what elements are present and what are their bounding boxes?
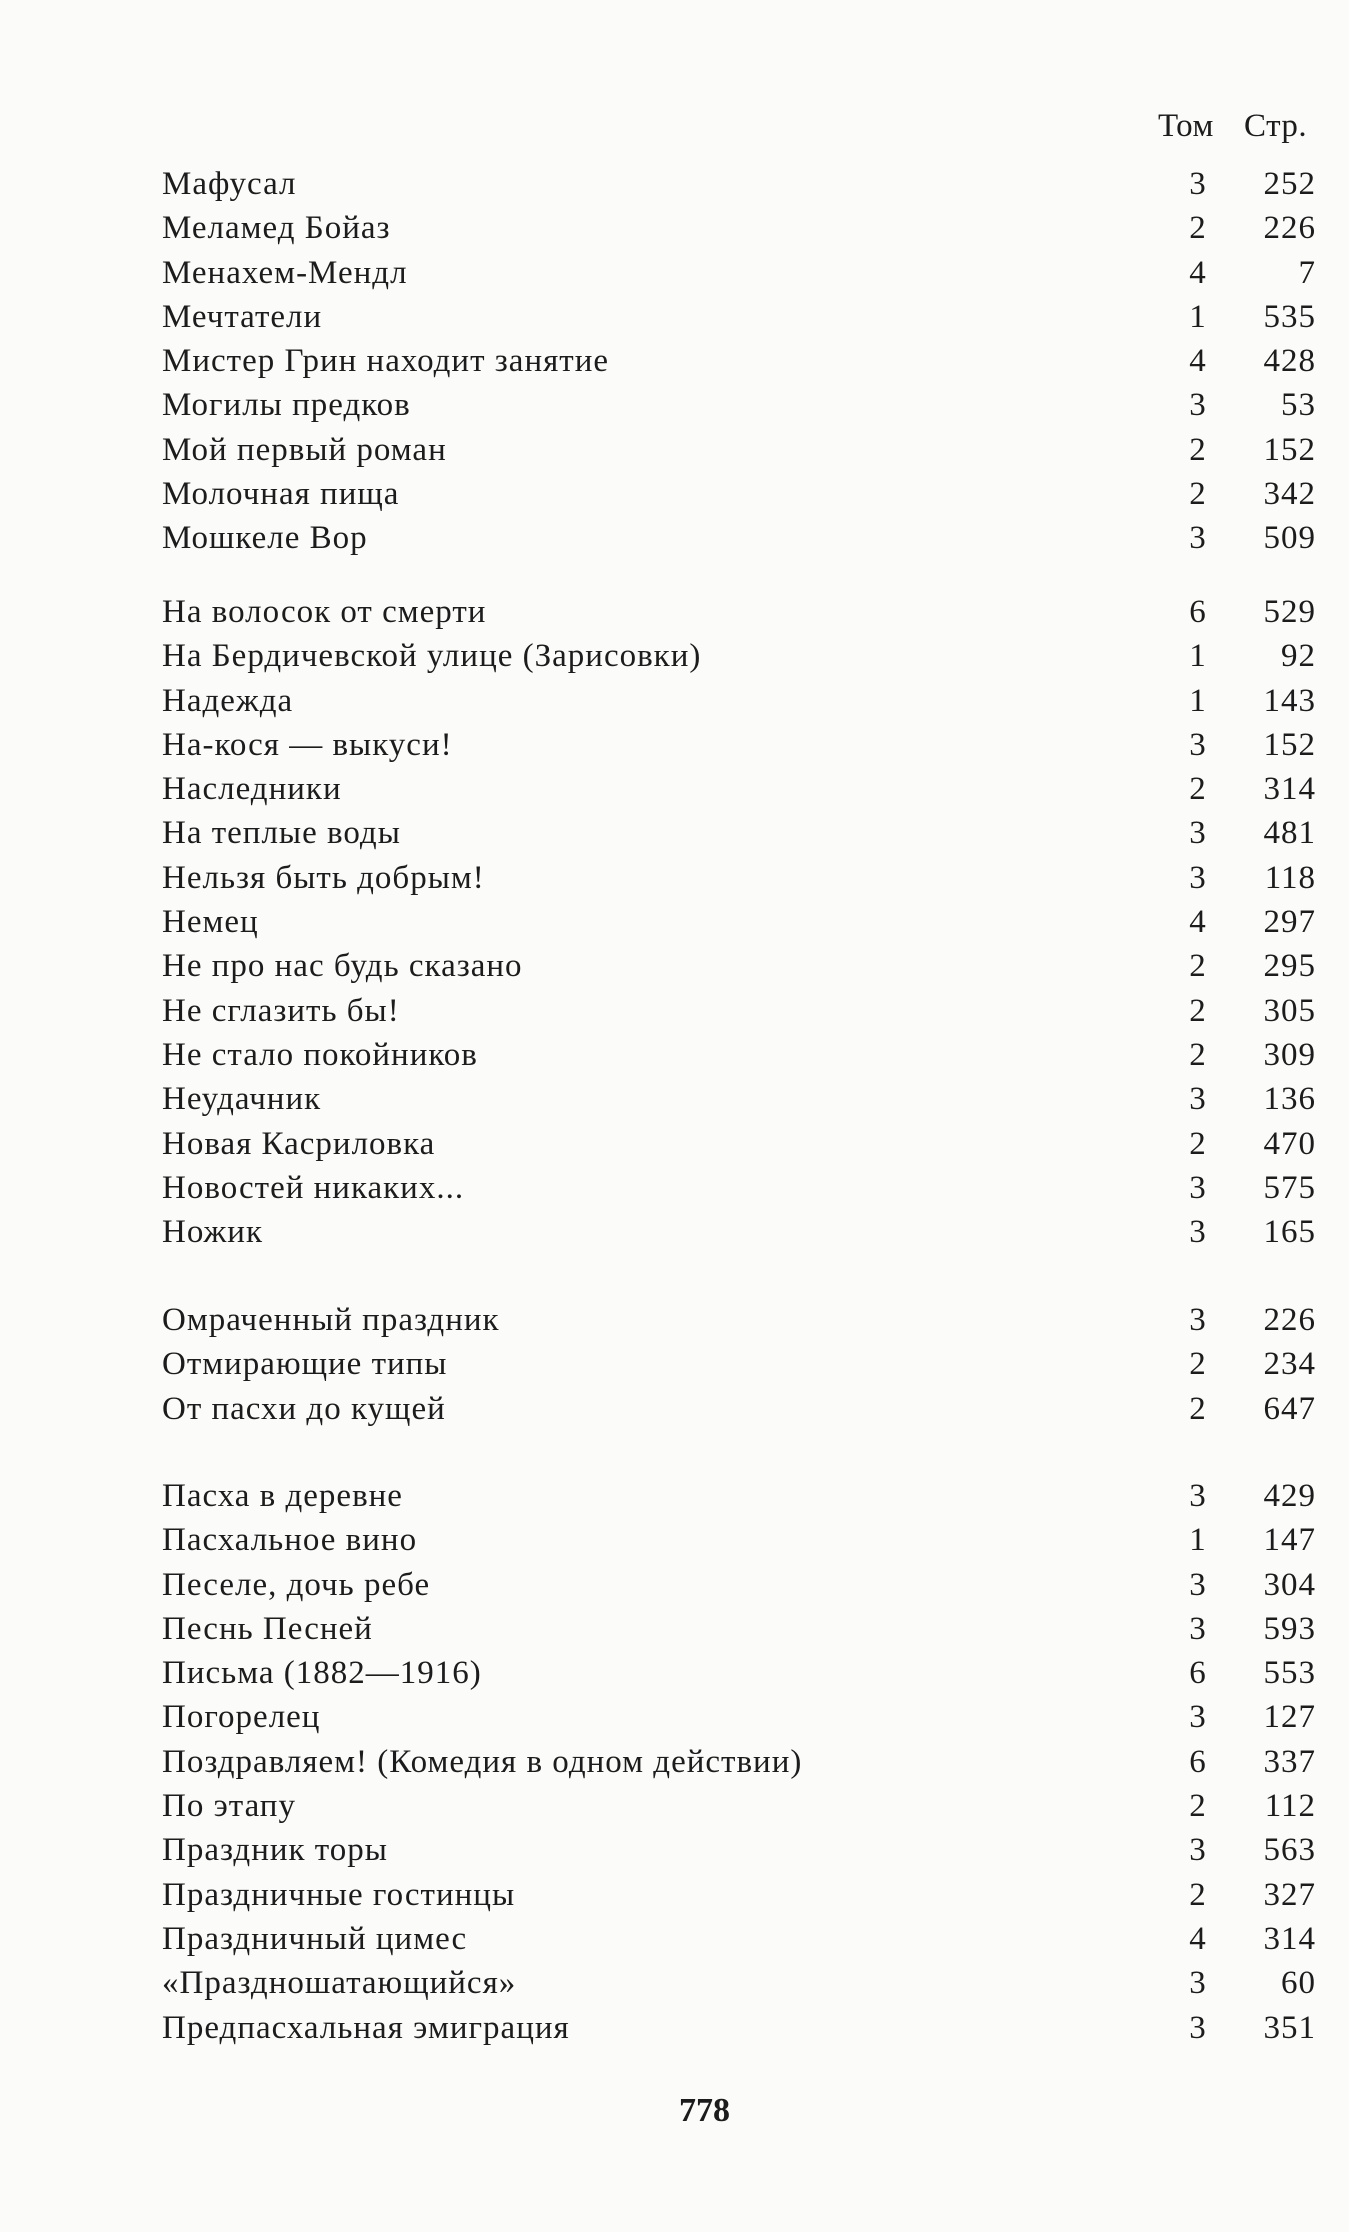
entry-volume: 2 [1189,431,1207,468]
entry-title: Песнь Песней [162,1610,373,1647]
entry-title: Новая Касриловка [162,1125,436,1162]
entry-title: Меламед Бойаз [162,210,391,247]
entry-title: Мошкеле Вор [162,520,368,557]
entry-volume: 3 [1189,1832,1207,1869]
index-entry [0,1699,1349,1743]
entry-page: 429 [1263,1478,1316,1514]
index-entry [0,1170,1349,1214]
entry-title: Омраченный праздник [162,1302,500,1338]
entry-volume: 3 [1189,520,1207,557]
entry-title: Предпасхальная эмиграция [162,2009,570,2046]
index-entry [0,1921,1349,1965]
entry-title: Нельзя быть добрым! [162,859,485,896]
entry-page: 112 [1264,1788,1316,1825]
entry-volume: 2 [1189,771,1207,808]
index-entry [0,210,1349,254]
entry-title: Праздничный цимес [162,1920,468,1957]
entry-volume: 6 [1189,594,1207,630]
entry-volume: 3 [1189,1302,1207,1338]
index-entry [0,299,1349,343]
entry-volume: 4 [1189,343,1207,380]
entry-volume: 6 [1189,1743,1207,1780]
entry-volume: 3 [1189,166,1207,202]
entry-title: От пасхи до кущей [162,1390,446,1427]
entry-title: Новостей никаких... [162,1169,465,1206]
entry-volume: 3 [1189,1214,1207,1251]
entry-title: Пасха в деревне [162,1478,403,1514]
index-entry [0,2010,1349,2054]
entry-title: Мой первый роман [162,431,447,468]
entry-title: Песеле, дочь ребе [162,1566,431,1603]
index-entry [0,1391,1349,1435]
entry-page: 53 [1281,387,1316,424]
index-entry [0,1126,1349,1170]
page-number: 778 [679,2092,730,2129]
entry-page: 314 [1263,1920,1316,1957]
entry-page: 309 [1263,1036,1316,1073]
entry-title: Молочная пища [162,476,400,513]
entry-volume: 3 [1189,859,1207,896]
entry-page: 327 [1263,1876,1316,1913]
entry-title: Праздничные гостинцы [162,1876,516,1913]
entry-volume: 3 [1189,1169,1207,1206]
entry-page: 234 [1263,1346,1316,1383]
entry-volume: 3 [1189,1478,1207,1514]
index-entry [0,1302,1349,1346]
entry-volume: 2 [1189,992,1207,1029]
entry-volume: 2 [1189,1036,1207,1073]
entry-title: Пасхальное вино [162,1522,418,1559]
entry-title: Не стало покойников [162,1036,478,1073]
entry-page: 509 [1263,520,1316,557]
index-entry [0,1346,1349,1390]
entry-page: 470 [1263,1125,1316,1162]
entry-volume: 3 [1189,1566,1207,1603]
index-entry [0,727,1349,771]
index-entry [0,432,1349,476]
entry-page: 563 [1263,1832,1316,1869]
index-section-p [0,1478,1349,2054]
entry-title: Погорелец [162,1699,321,1736]
entry-volume: 2 [1189,210,1207,247]
index-entry [0,1214,1349,1258]
entry-volume: 2 [1189,948,1207,985]
index-entry [0,815,1349,859]
entry-page: 152 [1263,726,1316,763]
index-entry [0,993,1349,1037]
entry-volume: 1 [1189,298,1207,335]
entry-page: 297 [1263,904,1316,941]
entry-volume: 1 [1189,682,1207,719]
index-entry [0,520,1349,564]
entry-page: 342 [1263,476,1316,513]
entry-page: 152 [1263,431,1316,468]
entry-page: 143 [1263,682,1316,719]
entry-page: 147 [1263,1522,1316,1559]
entry-volume: 3 [1189,1699,1207,1736]
entry-page: 226 [1263,1302,1316,1338]
entry-title: «Праздношатающийся» [162,1965,517,2002]
entry-title: По этапу [162,1788,296,1825]
index-entry [0,948,1349,992]
entry-title: Мафусал [162,166,297,202]
index-entry [0,1037,1349,1081]
entry-title: Надежда [162,682,294,719]
entry-volume: 6 [1189,1655,1207,1692]
entry-page: 535 [1263,298,1316,335]
entry-page: 337 [1263,1743,1316,1780]
entry-title: Отмирающие типы [162,1346,448,1383]
entry-page: 304 [1263,1566,1316,1603]
entry-volume: 1 [1189,638,1207,675]
entry-page: 118 [1264,859,1316,896]
entry-page: 165 [1263,1214,1316,1251]
entry-page: 314 [1263,771,1316,808]
header-page: Стр. [1244,108,1308,144]
index-entry [0,1081,1349,1125]
entry-page: 305 [1263,992,1316,1029]
entry-title: На-кося — выкуси! [162,726,453,763]
index-entry [0,1611,1349,1655]
entry-title: На волосок от смерти [162,594,487,630]
entry-title: Не сглазить бы! [162,992,400,1029]
entry-title: Мечтатели [162,298,323,335]
index-entry [0,1567,1349,1611]
index-entry [0,255,1349,299]
entry-title: Менахем-Мендл [162,254,408,291]
entry-title: На теплые воды [162,815,401,852]
index-entry [0,1655,1349,1699]
index-entry [0,771,1349,815]
entry-volume: 3 [1189,726,1207,763]
entry-page: 226 [1263,210,1316,247]
index-entry [0,387,1349,431]
entry-title: Праздник торы [162,1832,388,1869]
entry-volume: 3 [1189,1081,1207,1118]
entry-volume: 3 [1189,815,1207,852]
index-entry [0,1832,1349,1876]
index-entry [0,904,1349,948]
entry-page: 60 [1281,1965,1316,2002]
index-entry [0,1965,1349,2009]
entry-page: 252 [1263,166,1316,202]
entry-volume: 2 [1189,1788,1207,1825]
entry-title: Письма (1882—1916) [162,1655,482,1692]
entry-volume: 3 [1189,1610,1207,1647]
entry-title: На Бердичевской улице (Зарисовки) [162,638,702,675]
entry-volume: 2 [1189,1390,1207,1427]
entry-page: 428 [1263,343,1316,380]
entry-volume: 3 [1189,2009,1207,2046]
entry-title: Немец [162,904,259,941]
entry-volume: 4 [1189,1920,1207,1957]
entry-title: Неудачник [162,1081,322,1118]
entry-volume: 3 [1189,387,1207,424]
entry-page: 127 [1263,1699,1316,1736]
entry-page: 351 [1263,2009,1316,2046]
header-volume: Том [1158,108,1214,144]
entry-volume: 3 [1189,1965,1207,2002]
index-entry [0,594,1349,638]
entry-title: Наследники [162,771,342,808]
entry-title: Не про нас будь сказано [162,948,523,985]
entry-volume: 1 [1189,1522,1207,1559]
entry-volume: 2 [1189,476,1207,513]
index-entry [0,343,1349,387]
entry-title: Ножик [162,1214,264,1251]
entry-volume: 2 [1189,1876,1207,1913]
entry-volume: 4 [1189,254,1207,291]
entry-page: 481 [1263,815,1316,852]
entry-page: 295 [1263,948,1316,985]
index-entry [0,1877,1349,1921]
index-entry [0,476,1349,520]
index-entry [0,860,1349,904]
entry-page: 575 [1263,1169,1316,1206]
entry-volume: 2 [1189,1346,1207,1383]
entry-volume: 2 [1189,1125,1207,1162]
index-entry [0,683,1349,727]
entry-page: 593 [1263,1610,1316,1647]
index-entry [0,166,1349,210]
entry-volume: 4 [1189,904,1207,941]
index-entry [0,1788,1349,1832]
entry-page: 647 [1263,1390,1316,1427]
index-section-n [0,594,1349,1258]
entry-title: Мистер Грин находит занятие [162,343,610,380]
entry-page: 136 [1263,1081,1316,1118]
index-entry [0,1744,1349,1788]
entry-page: 92 [1281,638,1316,675]
index-entry [0,1522,1349,1566]
index-section-m [0,166,1349,565]
entry-title: Могилы предков [162,387,411,424]
entry-page: 553 [1263,1655,1316,1692]
entry-title: Поздравляем! (Комедия в одном действии) [162,1743,803,1780]
index-entry [0,1478,1349,1522]
entry-page: 529 [1263,594,1316,630]
index-entry [0,638,1349,682]
entry-page: 7 [1298,254,1316,291]
index-section-o [0,1302,1349,1435]
